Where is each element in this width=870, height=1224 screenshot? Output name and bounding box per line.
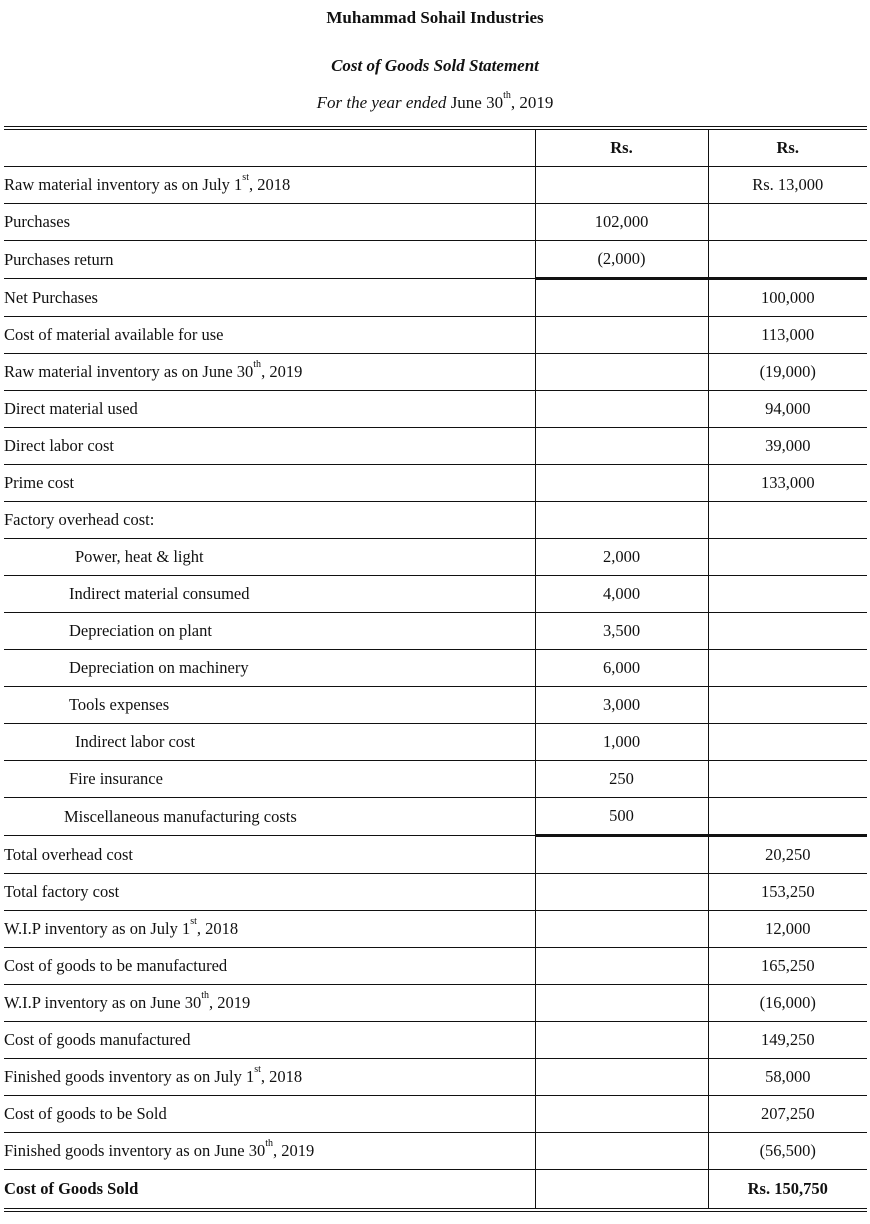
row-amount-col1: 250 <box>535 761 708 798</box>
row-label <box>4 798 535 836</box>
cogs-table <box>4 126 867 1212</box>
total-row <box>4 1170 867 1211</box>
row-amount-col2 <box>708 687 867 724</box>
table-row <box>4 539 867 576</box>
period-date <box>450 90 554 112</box>
row-label <box>4 167 535 204</box>
row-amount-col2: 207,250 <box>708 1096 867 1133</box>
row-label-year: , 2019 <box>273 1141 315 1160</box>
row-label-text: W.I.P inventory as on June 30 <box>4 993 202 1012</box>
row-amount-col1 <box>535 836 708 874</box>
row-label-text: Total factory cost <box>4 882 120 901</box>
table-row <box>4 985 867 1022</box>
row-label-text: Raw material inventory as on July 1 <box>4 175 243 194</box>
table-row <box>4 354 867 391</box>
table-header-row <box>4 128 867 167</box>
period-date-main: June 30 <box>450 93 504 112</box>
row-amount-col2 <box>708 241 867 279</box>
row-amount-col2 <box>708 204 867 241</box>
row-amount-col2 <box>708 613 867 650</box>
table-row <box>4 167 867 204</box>
row-amount-col2: 153,250 <box>708 874 867 911</box>
row-amount-col2: 58,000 <box>708 1059 867 1096</box>
row-label <box>4 241 535 279</box>
row-label-text: Tools expenses <box>69 695 170 714</box>
table-row <box>4 1096 867 1133</box>
row-label-year: , 2019 <box>209 993 251 1012</box>
row-amount-col1 <box>535 502 708 539</box>
table-row <box>4 391 867 428</box>
row-label-text: Direct labor cost <box>4 436 114 455</box>
row-amount-col1: 1,000 <box>535 724 708 761</box>
row-amount-col1 <box>535 465 708 502</box>
row-label-text: Finished goods inventory as on July 1 <box>4 1067 255 1086</box>
row-amount-col2 <box>708 724 867 761</box>
row-amount-col1 <box>535 911 708 948</box>
row-amount-col1: 500 <box>535 798 708 836</box>
row-label <box>4 874 535 911</box>
row-amount-col1 <box>535 948 708 985</box>
table-row <box>4 948 867 985</box>
row-amount-col1 <box>535 391 708 428</box>
row-amount-col1 <box>535 167 708 204</box>
row-label <box>4 948 535 985</box>
row-amount-col2 <box>708 798 867 836</box>
row-label <box>4 539 535 576</box>
row-label <box>4 724 535 761</box>
row-amount-col2 <box>708 576 867 613</box>
row-amount-col2: (16,000) <box>708 985 867 1022</box>
row-label-text: Net Purchases <box>4 287 98 307</box>
table-row <box>4 650 867 687</box>
row-label <box>4 650 535 687</box>
row-amount-col2 <box>708 539 867 576</box>
row-label <box>4 1096 535 1133</box>
row-amount-col1 <box>535 279 708 317</box>
row-amount-col1 <box>535 985 708 1022</box>
row-amount-col2: 94,000 <box>708 391 867 428</box>
row-label-text: W.I.P inventory as on July 1 <box>4 919 191 938</box>
row-label <box>4 465 535 502</box>
row-label-text: Purchases <box>4 212 70 231</box>
table-row <box>4 241 867 279</box>
row-amount-col1: 6,000 <box>535 650 708 687</box>
row-label-text: Fire insurance <box>69 769 163 788</box>
row-label-text: Indirect labor cost <box>75 732 196 751</box>
row-amount-col1: 102,000 <box>535 204 708 241</box>
row-amount-col1 <box>535 1022 708 1059</box>
row-label-text: Finished goods inventory as on June 30 <box>4 1141 266 1160</box>
table-row <box>4 687 867 724</box>
row-amount-col2: 39,000 <box>708 428 867 465</box>
row-label-year: , 2018 <box>248 175 291 194</box>
row-label <box>4 576 535 613</box>
row-label <box>4 836 535 874</box>
row-label-text: Purchases return <box>4 249 114 269</box>
row-label <box>4 317 535 354</box>
row-label-year: , 2018 <box>260 1067 303 1086</box>
row-label-year: , 2019 <box>261 362 303 381</box>
row-label <box>4 428 535 465</box>
row-amount-col2: 100,000 <box>708 279 867 317</box>
row-amount-col2: (56,500) <box>708 1133 867 1170</box>
row-amount-col2: 113,000 <box>708 317 867 354</box>
row-label-ordinal: st <box>242 172 249 183</box>
table-row <box>4 428 867 465</box>
period-date-sup: th <box>503 90 511 101</box>
row-amount-col2: Rs. 13,000 <box>708 167 867 204</box>
period-prefix: For the year ended <box>316 93 447 112</box>
row-amount-col2: 149,250 <box>708 1022 867 1059</box>
row-label-text: Cost of goods to be Sold <box>4 1104 167 1123</box>
row-label-text: Prime cost <box>4 473 75 492</box>
table-row <box>4 724 867 761</box>
row-amount-col1 <box>535 1133 708 1170</box>
table-row <box>4 576 867 613</box>
row-label <box>4 911 535 948</box>
row-label-text: Power, heat & light <box>75 547 204 566</box>
row-amount-col1: (2,000) <box>535 241 708 279</box>
column-header-description <box>4 128 535 167</box>
row-label-text: Cost of material available for use <box>4 325 224 344</box>
column-header-rs-1: Rs. <box>535 128 708 167</box>
company-name: Muhammad Sohail Industries <box>326 8 544 27</box>
table-row <box>4 502 867 539</box>
row-amount-col2 <box>708 761 867 798</box>
row-amount-col2: 133,000 <box>708 465 867 502</box>
row-label-ordinal: st <box>254 1064 261 1075</box>
row-amount-col1 <box>535 1096 708 1133</box>
column-header-rs-2: Rs. <box>708 128 867 167</box>
statement-title: Cost of Goods Sold Statement <box>331 56 539 75</box>
row-label-text: Cost of Goods Sold <box>4 1179 139 1198</box>
row-amount-col2: 12,000 <box>708 911 867 948</box>
row-label <box>4 391 535 428</box>
row-amount-col1 <box>535 428 708 465</box>
row-amount-col1: 4,000 <box>535 576 708 613</box>
row-label <box>4 502 535 539</box>
row-label <box>4 204 535 241</box>
row-amount-col1: 3,500 <box>535 613 708 650</box>
table-row <box>4 613 867 650</box>
table-row <box>4 761 867 798</box>
row-label <box>4 1170 535 1211</box>
row-amount-col2: 20,250 <box>708 836 867 874</box>
period-year: , 2019 <box>510 93 554 112</box>
table-row <box>4 798 867 836</box>
table-row <box>4 1059 867 1096</box>
row-label <box>4 279 535 317</box>
row-label-text: Raw material inventory as on June 30 <box>4 362 254 381</box>
row-label-text: Miscellaneous manufacturing costs <box>64 806 297 826</box>
table-row <box>4 279 867 317</box>
row-label-ordinal: st <box>190 916 197 927</box>
table-body <box>4 167 867 1211</box>
table-row <box>4 465 867 502</box>
row-label-text: Cost of goods to be manufactured <box>4 956 228 975</box>
row-amount-col2: Rs. 150,750 <box>708 1170 867 1211</box>
row-label-ordinal: th <box>201 990 209 1001</box>
row-label <box>4 1022 535 1059</box>
row-amount-col2 <box>708 650 867 687</box>
row-label-text: Indirect material consumed <box>69 584 250 603</box>
row-label-text: Factory overhead cost: <box>4 510 155 529</box>
row-label <box>4 687 535 724</box>
table-row <box>4 317 867 354</box>
row-amount-col1: 2,000 <box>535 539 708 576</box>
row-label-ordinal: th <box>265 1138 274 1149</box>
row-amount-col1 <box>535 1170 708 1211</box>
row-amount-col1 <box>535 354 708 391</box>
row-amount-col1: 3,000 <box>535 687 708 724</box>
table-row <box>4 1133 867 1170</box>
row-amount-col1 <box>535 874 708 911</box>
row-label-text: Total overhead cost <box>4 844 133 864</box>
row-label-ordinal: th <box>253 359 262 370</box>
statement-period <box>0 90 870 113</box>
row-amount-col2: (19,000) <box>708 354 867 391</box>
row-label <box>4 1059 535 1096</box>
row-label-text: Direct material used <box>4 399 138 418</box>
row-label <box>4 985 535 1022</box>
row-label-text: Cost of goods manufactured <box>4 1030 191 1049</box>
row-label-year: , 2018 <box>196 919 239 938</box>
row-label <box>4 761 535 798</box>
row-label <box>4 1133 535 1170</box>
row-amount-col1 <box>535 317 708 354</box>
table-row <box>4 204 867 241</box>
row-amount-col2: 165,250 <box>708 948 867 985</box>
row-label <box>4 613 535 650</box>
table-row <box>4 1022 867 1059</box>
row-label-text: Depreciation on machinery <box>69 658 249 677</box>
table-row <box>4 874 867 911</box>
row-amount-col1 <box>535 1059 708 1096</box>
row-label <box>4 354 535 391</box>
table-row <box>4 836 867 874</box>
row-label-text: Depreciation on plant <box>69 621 212 640</box>
table-row <box>4 911 867 948</box>
row-amount-col2 <box>708 502 867 539</box>
